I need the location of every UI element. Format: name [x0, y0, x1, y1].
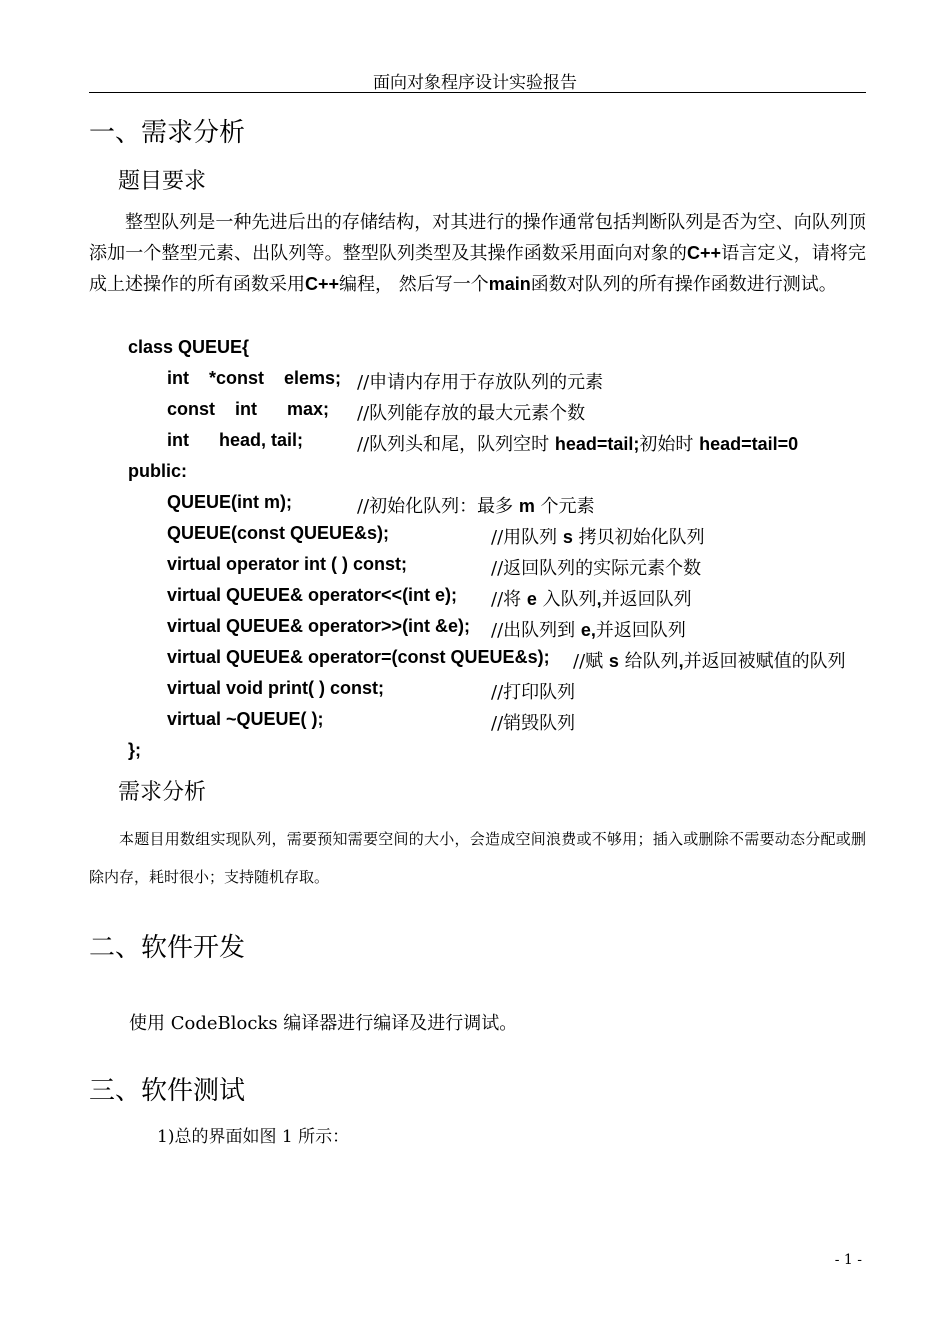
code-line-max: const int max; [167, 399, 330, 419]
comment-ctor-a: //初始化队列：最多 [357, 496, 519, 517]
comment-copy-ctor-a: //用队列 [491, 527, 563, 548]
comment-print: //打印队列 [491, 682, 576, 703]
page-header-title: 面向对象程序设计实验报告 [373, 73, 577, 93]
comment-max: //队列能存放的最大元素个数 [357, 403, 586, 424]
code-line-operator-int: virtual operator int ( ) const; [167, 554, 408, 574]
comment-elems: //申请内存用于存放队列的元素 [357, 372, 604, 393]
comment-head-tail-d: head=tail=0 [699, 434, 799, 454]
comment-pop-a: //出队列到 [491, 620, 581, 641]
analysis-paragraph: 本题目用数组实现队列，需要预知需要空间的大小，会造成空间浪费或不够用；插入或删除不需要动态分配或删除内存，耗时很小；支持随机存取。 [89, 830, 866, 886]
para-text-3: 编程， 然后写一个 [339, 274, 489, 295]
code-line-operator-push: virtual QUEUE& operator<<(int e); [167, 585, 458, 605]
comment-head-tail-c: 初始时 [639, 434, 700, 455]
comment-assign-d: , [678, 651, 684, 671]
comment-assign-b: s [608, 651, 619, 671]
para-text-4: 函数对队列的所有操作函数进行测试。 [530, 274, 837, 295]
problem-description-paragraph [89, 207, 866, 300]
comment-head-tail-b: head=tail; [554, 434, 640, 454]
comment-pop-c: 并返回队列 [595, 620, 686, 641]
header-rule [89, 92, 866, 93]
keyword-cpp-2: C++ [305, 274, 340, 294]
comment-push-e: 并返回队列 [601, 589, 692, 610]
comment-operator-int: //返回队列的实际元素个数 [491, 558, 702, 579]
section-3-heading: 三、软件测试 [89, 1076, 246, 1106]
comment-ctor [357, 492, 595, 518]
code-line-print: virtual void print( ) const; [167, 678, 385, 698]
subheading-requirements: 题目要求 [118, 169, 207, 194]
comment-push-d: , [596, 589, 602, 609]
page-number: - 1 - [834, 1252, 862, 1268]
comment-pop-b: e, [580, 620, 596, 640]
keyword-cpp-1: C++ [687, 243, 722, 263]
code-line-head-tail: int head, tail; [167, 430, 304, 450]
testing-text: 1)总的界面如图 1 所示： [157, 1127, 350, 1147]
comment-head-tail [357, 430, 798, 456]
comment-push-b: e [526, 589, 537, 609]
keyword-main: main [488, 274, 531, 294]
section-2-heading: 二、软件开发 [89, 933, 246, 963]
comment-push-c: 入队列 [536, 589, 597, 610]
code-line-copy-ctor: QUEUE(const QUEUE&s); [167, 523, 390, 543]
comment-assign-c: 给队列 [618, 651, 679, 672]
code-line-class: class QUEUE{ [128, 337, 250, 357]
development-text: 使用 CodeBlocks 编译器进行编译及进行调试。 [129, 1013, 518, 1034]
comment-operator-pop [491, 616, 686, 642]
comment-destructor: //销毁队列 [491, 713, 576, 734]
comment-ctor-c: 个元素 [534, 496, 595, 517]
code-line-operator-pop: virtual QUEUE& operator>>(int &e); [167, 616, 471, 636]
section-1-heading: 一、需求分析 [89, 118, 246, 148]
code-line-elems: int *const elems; [167, 368, 342, 388]
code-line-ctor: QUEUE(int m); [167, 492, 292, 512]
comment-operator-assign [573, 647, 846, 673]
comment-push-a: //将 [491, 589, 527, 610]
subheading-analysis: 需求分析 [118, 780, 207, 805]
code-line-close: }; [128, 740, 141, 760]
para-text-1: 整型队列是一种先进后出的存储结构，对其进行的操作通常包括判断队列是否为空、向队列顶添加一个整型元素、出队列等。整型队列类型及其操作函数采用面向对象的 [89, 212, 866, 264]
para-text-2: 语言定义，请将完成上述操作的所有函数采用 [89, 243, 867, 295]
comment-copy-ctor-c: 拷贝初始化队列 [572, 527, 705, 548]
comment-copy-ctor-b: s [562, 527, 573, 547]
code-line-destructor: virtual ~QUEUE( ); [167, 709, 324, 729]
comment-assign-e: 并返回被赋值的队列 [683, 651, 846, 672]
comment-copy-ctor [491, 523, 705, 549]
comment-head-tail-a: //队列头和尾，队列空时 [357, 434, 555, 455]
code-line-operator-assign: virtual QUEUE& operator=(const QUEUE&s); [167, 647, 550, 667]
comment-operator-push [491, 585, 692, 611]
code-line-public: public: [128, 461, 187, 481]
comment-ctor-b: m [518, 496, 535, 516]
comment-assign-a: //赋 [573, 651, 609, 672]
